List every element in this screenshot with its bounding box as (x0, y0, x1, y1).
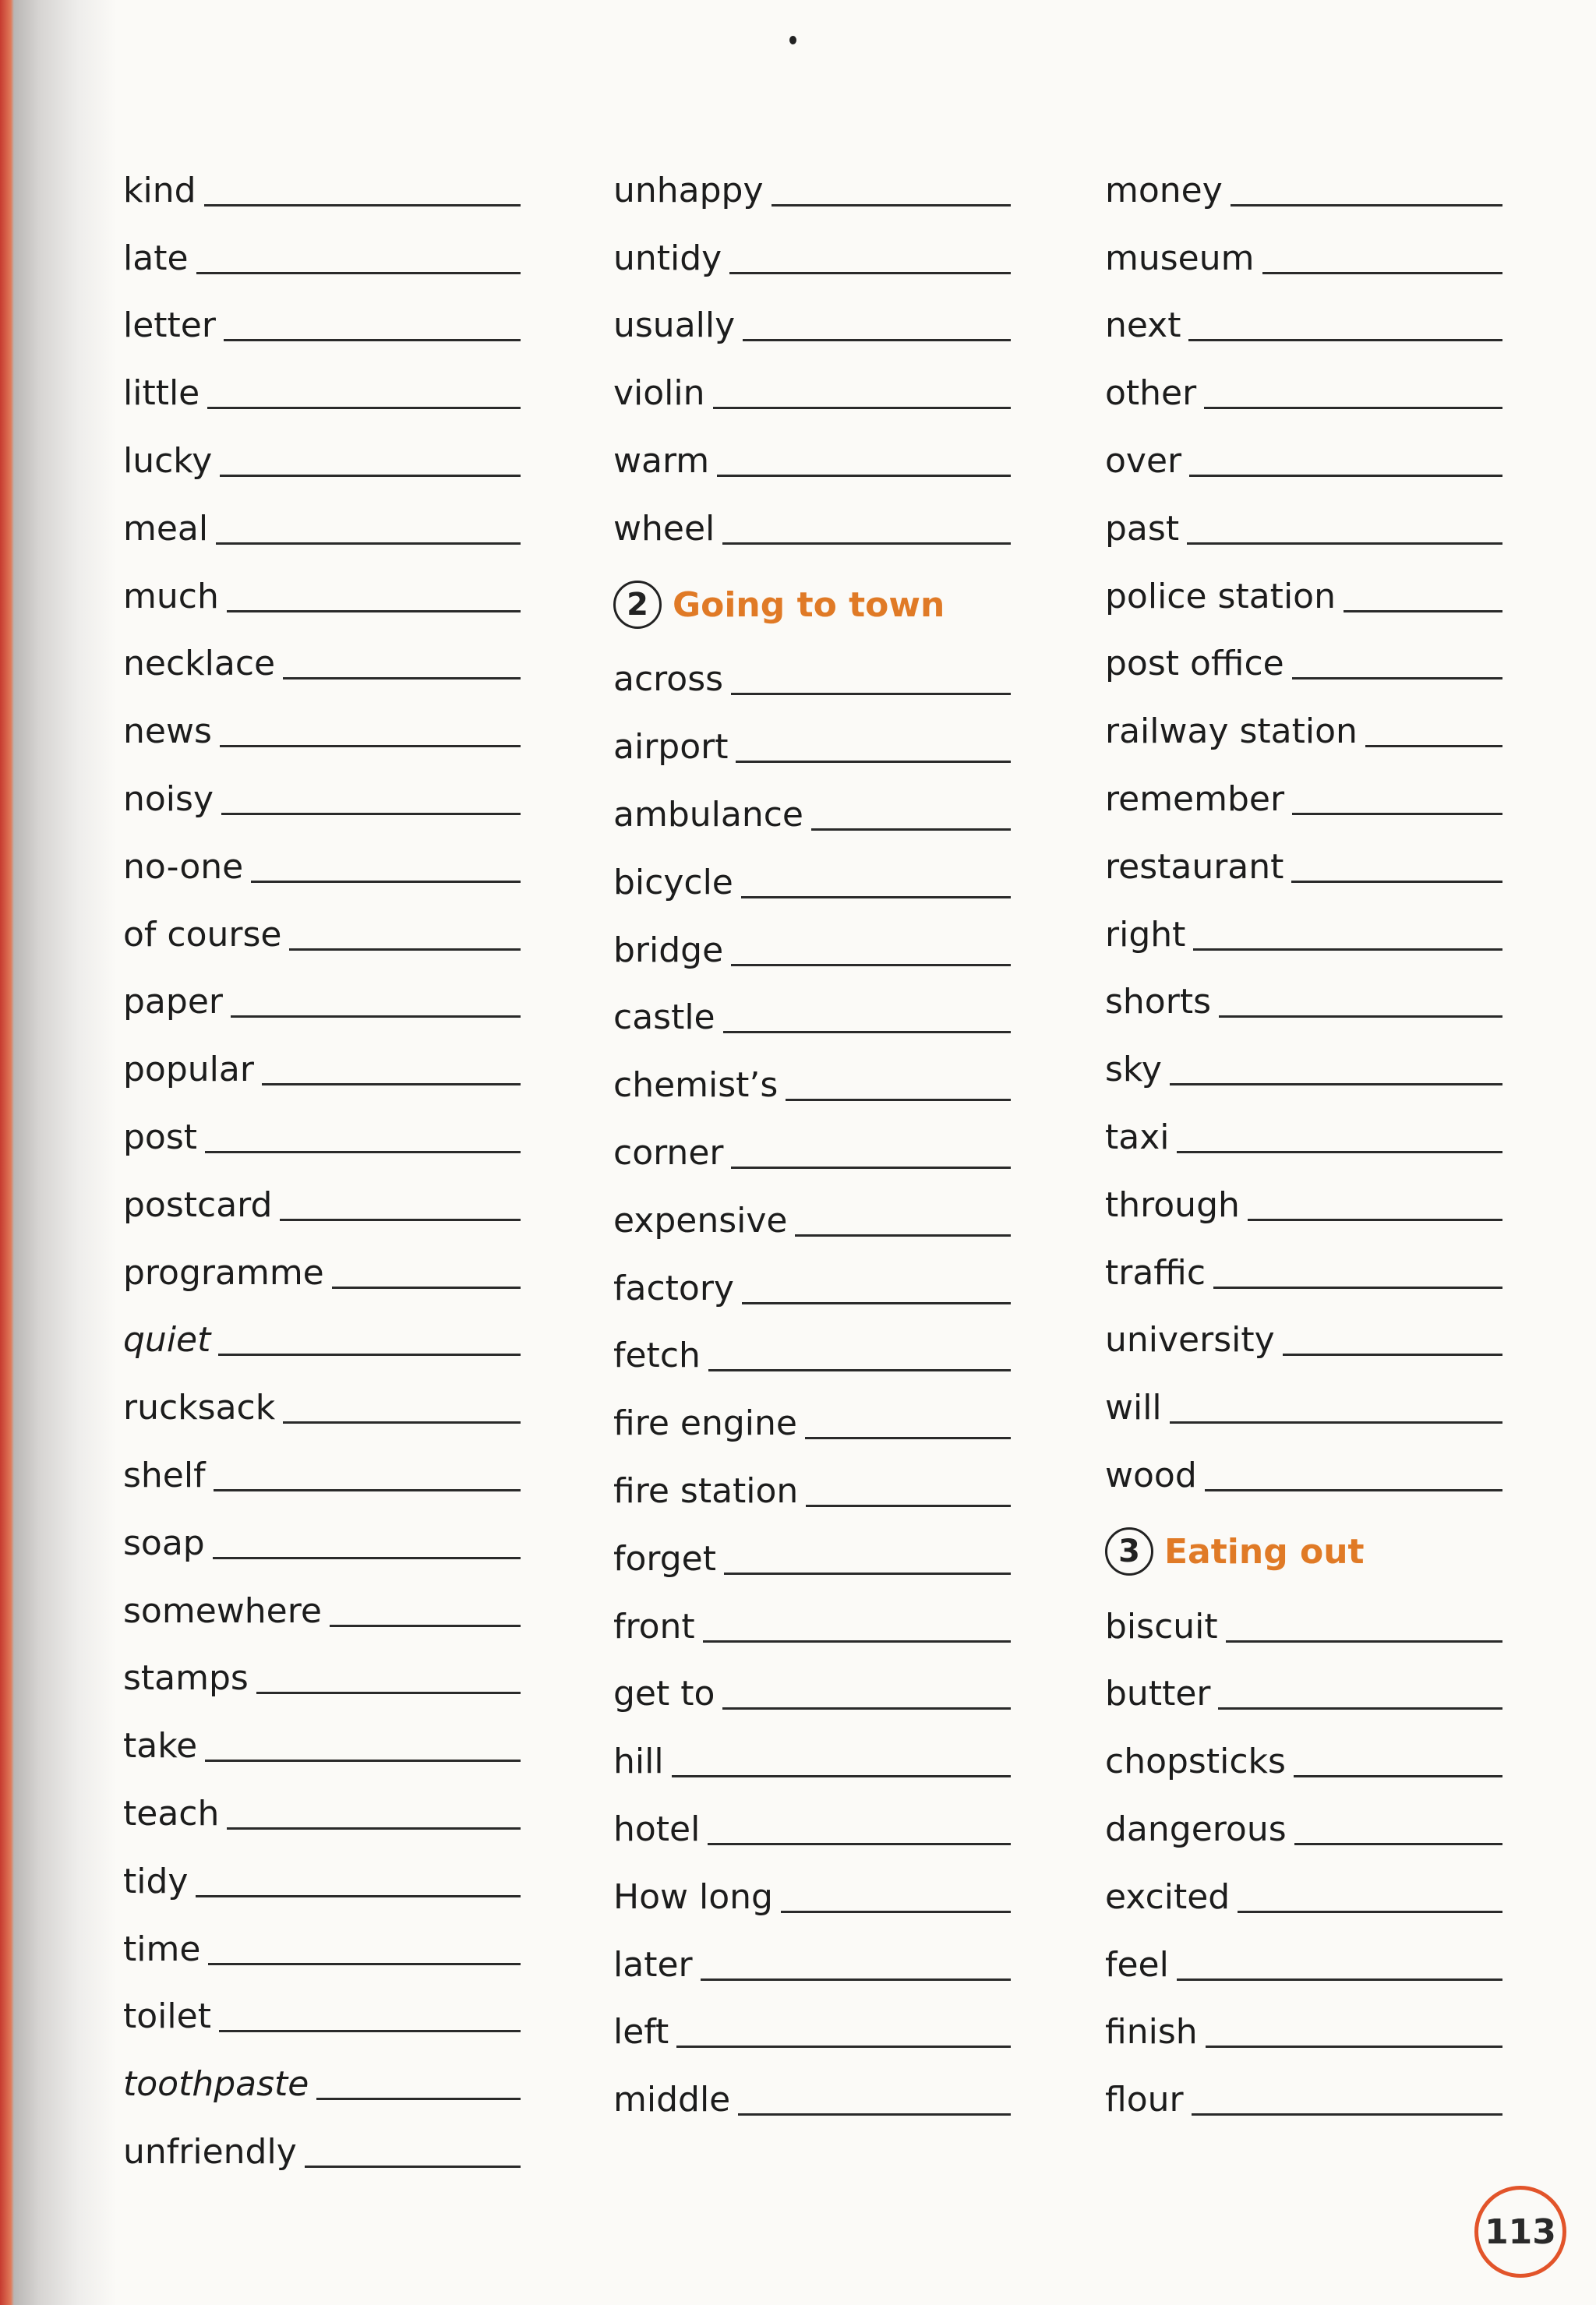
vocab-row (1105, 1785, 1502, 1853)
vocab-row (123, 417, 521, 485)
vocab-word: shelf (123, 1455, 206, 1495)
vocab-row (613, 771, 1011, 838)
vocab-word: much (123, 576, 219, 616)
vocab-row (1105, 146, 1502, 214)
vocab-word: no-one (123, 846, 244, 887)
vocab-word: taxi (1105, 1117, 1170, 1157)
vocab-row (613, 146, 1011, 214)
vocab-row (123, 214, 521, 282)
vocab-word: front (613, 1606, 695, 1647)
answer-line[interactable] (289, 948, 521, 951)
answer-line[interactable] (1193, 948, 1502, 951)
vocab-row (613, 417, 1011, 485)
vocab-row (123, 1093, 521, 1161)
vocab-row (1105, 1583, 1502, 1650)
answer-line[interactable] (1187, 542, 1502, 545)
vocab-word: paper (123, 982, 223, 1022)
answer-line[interactable] (1204, 407, 1502, 409)
vocab-row (1105, 1229, 1502, 1297)
vocab-row (1105, 1093, 1502, 1161)
answer-line[interactable] (305, 2166, 521, 2168)
vocab-row (613, 1650, 1011, 1718)
vocab-row (613, 1244, 1011, 1312)
vocab-word: warm (613, 440, 710, 481)
answer-line[interactable] (214, 1489, 521, 1491)
vocab-row (1105, 485, 1502, 552)
vocab-word: over (1105, 440, 1182, 481)
section-2-heading (613, 568, 1011, 636)
vocab-row (123, 1161, 521, 1229)
vocab-word: chemist’s (613, 1065, 779, 1106)
vocab-word: fire engine (613, 1403, 797, 1444)
vocab-row (1105, 1297, 1502, 1364)
vocab-word: toothpaste (123, 2064, 309, 2105)
vocab-word: lucky (123, 440, 213, 481)
vocab-word: of course (123, 914, 282, 955)
answer-line[interactable] (701, 1978, 1011, 1981)
vocab-word: hill (613, 1742, 664, 1782)
answer-line[interactable] (231, 1015, 521, 1018)
vocab-row (123, 687, 521, 755)
answer-line[interactable] (213, 1557, 521, 1559)
answer-line[interactable] (729, 272, 1011, 274)
vocab-word: flour (1105, 2080, 1184, 2120)
vocab-row (1105, 823, 1502, 891)
answer-line[interactable] (1218, 1707, 1502, 1710)
answer-line[interactable] (1205, 1489, 1502, 1491)
vocab-word: left (613, 2012, 669, 2053)
section-3-heading (1105, 1515, 1502, 1583)
answer-line[interactable] (1206, 2046, 1502, 2048)
vocab-word: money (1105, 170, 1223, 210)
answer-line[interactable] (332, 1287, 521, 1289)
vocab-word: time (123, 1929, 201, 1969)
answer-line[interactable] (795, 1234, 1011, 1237)
vocab-word: castle (613, 997, 715, 1038)
vocab-row (123, 1702, 521, 1770)
vocab-row (613, 1379, 1011, 1447)
vocab-word: through (1105, 1184, 1240, 1225)
vocab-row (123, 282, 521, 350)
answer-line[interactable] (1189, 475, 1502, 477)
vocab-word: usually (613, 305, 736, 346)
vocab-row (1105, 1921, 1502, 1989)
answer-line[interactable] (262, 1083, 521, 1085)
vocab-word: will (1105, 1388, 1162, 1428)
answer-line[interactable] (1170, 1421, 1502, 1424)
vocab-row (123, 1635, 521, 1703)
vocab-word: bicycle (613, 862, 733, 902)
vocab-row (123, 958, 521, 1026)
answer-line[interactable] (731, 1167, 1011, 1169)
vocab-word: biscuit (1105, 1606, 1218, 1647)
answer-line[interactable] (672, 1775, 1011, 1777)
vocab-word: factory (613, 1268, 734, 1308)
column-3-top-list (1105, 146, 1502, 1499)
vocab-row (613, 1785, 1011, 1853)
word-column-3 (1105, 146, 1502, 2123)
answer-line[interactable] (743, 339, 1011, 341)
answer-line[interactable] (708, 1369, 1011, 1371)
vocab-row (123, 1431, 521, 1499)
vocab-word: later (613, 1944, 693, 1985)
vocab-row (123, 552, 521, 620)
answer-line[interactable] (196, 1895, 521, 1897)
answer-line[interactable] (1226, 1640, 1502, 1643)
answer-line[interactable] (731, 693, 1011, 695)
answer-line[interactable] (738, 2113, 1011, 2116)
vocab-word: wood (1105, 1455, 1197, 1495)
answer-line[interactable] (1188, 339, 1502, 341)
vocab-word: across (613, 659, 724, 700)
vocab-row (613, 1109, 1011, 1177)
vocab-row (123, 755, 521, 823)
vocab-word: chopsticks (1105, 1742, 1286, 1782)
vocab-word: post (123, 1117, 198, 1157)
vocab-word: popular (123, 1050, 254, 1090)
vocab-word: kind (123, 170, 196, 210)
answer-line[interactable] (805, 1437, 1011, 1439)
vocab-word: expensive (613, 1200, 788, 1241)
vocab-word: police station (1105, 576, 1336, 616)
answer-line[interactable] (330, 1625, 521, 1627)
answer-line[interactable] (723, 1031, 1011, 1033)
vocab-word: unhappy (613, 170, 764, 210)
answer-line[interactable] (708, 1843, 1011, 1845)
vocab-word: somewhere (123, 1590, 322, 1631)
vocab-row (123, 1025, 521, 1093)
vocab-row (123, 485, 521, 552)
vocab-word: get to (613, 1674, 715, 1714)
vocab-word: middle (613, 2080, 731, 2120)
answer-line[interactable] (736, 761, 1011, 763)
vocab-word: little (123, 373, 200, 414)
answer-line[interactable] (208, 1963, 521, 1965)
vocab-word: ambulance (613, 794, 803, 835)
vocab-row (1105, 2056, 1502, 2123)
answer-line[interactable] (205, 1151, 521, 1153)
vocab-word: tidy (123, 1861, 189, 1901)
vocab-row (123, 1499, 521, 1567)
answer-line[interactable] (220, 475, 521, 477)
answer-line[interactable] (1365, 745, 1502, 747)
vocab-row (613, 1041, 1011, 1109)
answer-line[interactable] (1283, 1354, 1502, 1356)
answer-line[interactable] (806, 1505, 1011, 1507)
section-3-list (1105, 1583, 1502, 2123)
answer-line[interactable] (1238, 1911, 1502, 1913)
answer-line[interactable] (1292, 677, 1502, 679)
vocab-row (1105, 755, 1502, 823)
vocab-row (613, 349, 1011, 417)
answer-line[interactable] (280, 1219, 521, 1221)
vocab-word: stamps (123, 1658, 249, 1699)
vocab-word: restaurant (1105, 846, 1284, 887)
answer-line[interactable] (786, 1099, 1011, 1101)
vocab-word: news (123, 711, 212, 752)
answer-line[interactable] (316, 2098, 521, 2100)
vocab-word: unfriendly (123, 2131, 297, 2172)
answer-line[interactable] (216, 542, 521, 545)
answer-line[interactable] (722, 542, 1011, 545)
vocab-row (613, 974, 1011, 1042)
vocab-row (1105, 1717, 1502, 1785)
column-2-top-list (613, 146, 1011, 552)
print-dot (789, 36, 796, 44)
answer-line[interactable] (1248, 1219, 1502, 1221)
answer-line[interactable] (811, 828, 1011, 831)
vocab-word: right (1105, 914, 1186, 955)
answer-line[interactable] (772, 204, 1011, 206)
vocab-word: postcard (123, 1184, 273, 1225)
answer-line[interactable] (722, 1707, 1011, 1710)
vocab-row (613, 485, 1011, 552)
answer-line[interactable] (1292, 813, 1502, 815)
vocab-word: museum (1105, 238, 1255, 278)
vocab-word: butter (1105, 1674, 1211, 1714)
vocab-word: How long (613, 1876, 773, 1917)
vocab-row (1105, 282, 1502, 350)
answer-line[interactable] (713, 407, 1011, 409)
vocab-word: bridge (613, 930, 724, 970)
answer-line[interactable] (1294, 1843, 1502, 1845)
vocab-row (613, 282, 1011, 350)
answer-line[interactable] (741, 896, 1011, 898)
vocab-word: take (123, 1726, 198, 1767)
vocab-word: fetch (613, 1336, 701, 1376)
vocab-row (613, 214, 1011, 282)
vocab-word: fire station (613, 1470, 799, 1511)
answer-line[interactable] (1213, 1287, 1502, 1289)
vocab-row (123, 146, 521, 214)
section-2-number-badge: 2 (613, 581, 662, 629)
answer-line[interactable] (220, 745, 521, 747)
vocab-word: university (1105, 1320, 1275, 1361)
answer-line[interactable] (742, 1302, 1011, 1304)
vocab-row (613, 636, 1011, 704)
vocab-row (613, 1989, 1011, 2056)
vocab-word: necklace (123, 644, 276, 684)
vocab-word: feel (1105, 1944, 1169, 1985)
page-number-badge: 113 (1474, 2186, 1566, 2278)
answer-line[interactable] (1219, 1015, 1502, 1018)
vocab-row (613, 1177, 1011, 1244)
answer-line[interactable] (703, 1640, 1011, 1643)
vocab-row (123, 1837, 521, 1905)
answer-line[interactable] (1192, 2113, 1502, 2116)
vocab-row (1105, 1853, 1502, 1921)
section-2-title: Going to town (673, 584, 945, 625)
vocab-word: soap (123, 1523, 205, 1563)
vocab-row (613, 838, 1011, 906)
answer-line[interactable] (283, 677, 521, 679)
vocab-row (1105, 1989, 1502, 2056)
vocab-row (123, 2108, 521, 2176)
answer-line[interactable] (676, 2046, 1011, 2048)
vocab-row (613, 1583, 1011, 1650)
vocab-word: noisy (123, 778, 214, 819)
vocab-row (613, 1921, 1011, 1989)
answer-line[interactable] (1177, 1151, 1502, 1153)
vocab-row (1105, 620, 1502, 688)
vocab-word: finish (1105, 2012, 1198, 2053)
answer-line[interactable] (224, 339, 521, 341)
vocab-word: next (1105, 305, 1181, 346)
vocab-word: late (123, 238, 189, 278)
answer-line[interactable] (204, 204, 521, 206)
vocab-word: past (1105, 508, 1180, 549)
answer-line[interactable] (283, 1421, 521, 1424)
vocab-word: violin (613, 373, 705, 414)
page-binding-edge (0, 0, 117, 2305)
vocab-word: wheel (613, 508, 715, 549)
answer-line[interactable] (221, 813, 521, 815)
vocab-row (123, 1364, 521, 1431)
vocab-row (1105, 1364, 1502, 1431)
vocab-row (613, 1717, 1011, 1785)
vocab-word: remember (1105, 778, 1285, 819)
vocab-row (1105, 214, 1502, 282)
vocab-row (1105, 1650, 1502, 1718)
vocab-row (1105, 552, 1502, 620)
answer-line[interactable] (207, 407, 521, 409)
vocab-word: untidy (613, 238, 722, 278)
vocab-row (613, 906, 1011, 974)
word-column-1 (123, 146, 521, 2176)
vocab-row (613, 703, 1011, 771)
vocab-row (123, 1229, 521, 1297)
answer-line[interactable] (1294, 1775, 1502, 1777)
vocab-word: other (1105, 373, 1197, 414)
vocab-row (1105, 417, 1502, 485)
vocab-word: toilet (123, 1996, 211, 2037)
answer-line[interactable] (1262, 272, 1503, 274)
answer-line[interactable] (218, 1354, 521, 1356)
vocab-row (123, 620, 521, 688)
section-3-title: Eating out (1164, 1531, 1365, 1572)
vocab-row (1105, 1431, 1502, 1499)
vocab-row (123, 349, 521, 417)
vocab-word: letter (123, 305, 216, 346)
vocab-row (1105, 1025, 1502, 1093)
vocab-row (123, 1567, 521, 1635)
answer-line[interactable] (1177, 1978, 1502, 1981)
answer-line[interactable] (227, 1827, 521, 1830)
answer-line[interactable] (724, 1573, 1011, 1575)
vocab-word: hotel (613, 1809, 701, 1849)
vocab-row (613, 1515, 1011, 1583)
vocab-row (123, 2040, 521, 2108)
vocab-row (613, 1447, 1011, 1515)
vocab-row (1105, 687, 1502, 755)
vocab-row (123, 1905, 521, 1973)
vocab-row (613, 2056, 1011, 2123)
vocab-word: forget (613, 1538, 716, 1579)
vocab-row (123, 1770, 521, 1837)
vocab-word: railway station (1105, 711, 1358, 752)
vocab-word: rucksack (123, 1388, 276, 1428)
vocab-word: quiet (123, 1320, 211, 1361)
vocab-row (123, 1973, 521, 2041)
vocab-word: sky (1105, 1050, 1162, 1090)
vocab-row (123, 823, 521, 891)
section-2-list (613, 636, 1011, 2124)
answer-line[interactable] (227, 610, 521, 612)
vocab-word: teach (123, 1793, 220, 1834)
answer-line[interactable] (1170, 1083, 1502, 1085)
answer-line[interactable] (1344, 610, 1502, 612)
vocab-row (1105, 891, 1502, 958)
vocab-row (123, 1297, 521, 1364)
vocab-word: post office (1105, 644, 1284, 684)
vocab-word: dangerous (1105, 1809, 1287, 1849)
vocab-row (613, 1312, 1011, 1380)
vocab-row (1105, 349, 1502, 417)
vocab-word: programme (123, 1252, 324, 1293)
word-column-2 (613, 146, 1011, 2123)
answer-line[interactable] (251, 881, 521, 883)
answer-line[interactable] (731, 964, 1011, 966)
answer-line[interactable] (205, 1760, 521, 1762)
section-3-number-badge: 3 (1105, 1527, 1153, 1576)
vocab-word: meal (123, 508, 209, 549)
vocab-word: traffic (1105, 1252, 1206, 1293)
answer-line[interactable] (781, 1911, 1011, 1913)
answer-line[interactable] (196, 272, 521, 274)
vocab-row (123, 891, 521, 958)
vocab-row (1105, 1161, 1502, 1229)
answer-line[interactable] (219, 2030, 521, 2032)
answer-line[interactable] (717, 475, 1011, 477)
vocab-word: corner (613, 1132, 724, 1173)
vocab-word: airport (613, 727, 729, 768)
vocab-row (1105, 958, 1502, 1026)
vocab-word: excited (1105, 1876, 1231, 1917)
answer-line[interactable] (1291, 881, 1502, 883)
answer-line[interactable] (1231, 204, 1502, 206)
answer-line[interactable] (256, 1692, 521, 1694)
vocab-row (613, 1853, 1011, 1921)
vocab-word: shorts (1105, 982, 1211, 1022)
